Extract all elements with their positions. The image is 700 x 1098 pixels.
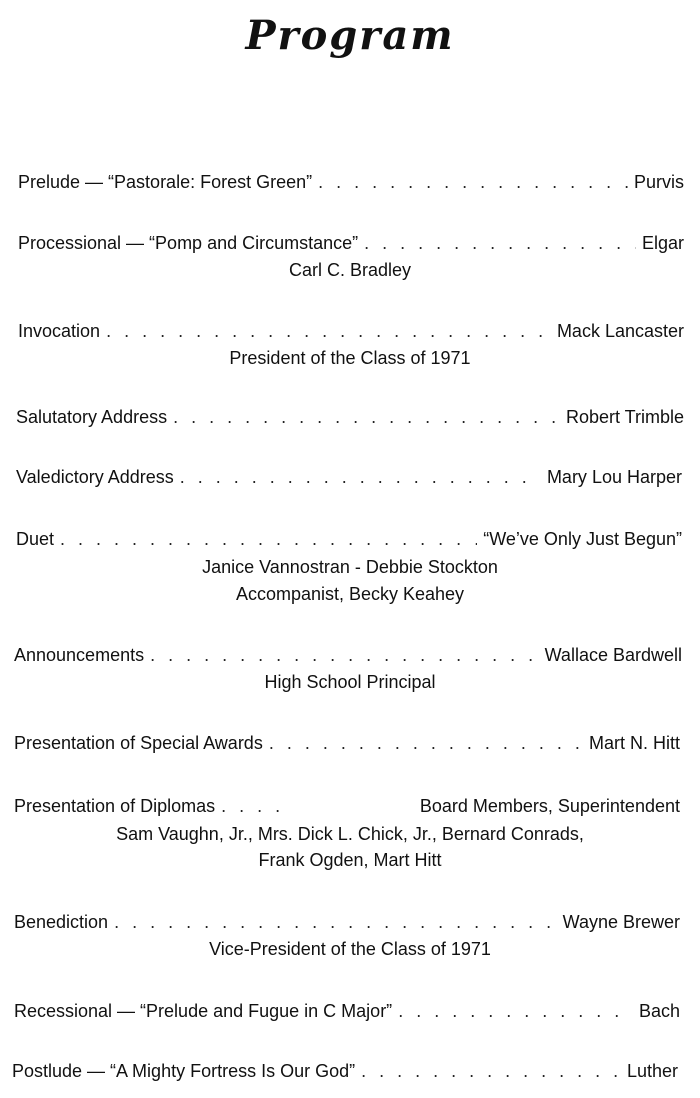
item-label: Processional — “Pomp and Circumstance”: [18, 233, 359, 253]
item-performer: Bach: [638, 1001, 680, 1021]
item-label: Announcements: [14, 645, 145, 665]
program-item-salutatory: [16, 406, 684, 428]
dot-leader: [173, 406, 560, 428]
dot-leader: [318, 171, 628, 193]
item-subline: Vice-President of the Class of 1971: [209, 939, 491, 959]
item-subline: President of the Class of 1971: [229, 348, 471, 368]
item-performer: Wayne Brewer: [562, 912, 680, 932]
item-performer: Mack Lancaster: [556, 321, 684, 341]
item-performer: “We’ve Only Just Begun”: [483, 529, 682, 549]
item-subline: High School Principal: [264, 672, 436, 692]
dot-leader: [364, 232, 636, 254]
item-subline: Janice Vannostran - Debbie Stockton: [202, 557, 498, 577]
item-label: Presentation of Special Awards: [14, 733, 263, 753]
program-item-prelude: [18, 171, 684, 193]
item-label: Recessional — “Prelude and Fugue in C Major”: [14, 1001, 393, 1021]
item-performer: Wallace Bardwell: [544, 645, 682, 665]
item-performer: Elgar: [641, 233, 684, 253]
item-performer: Luther: [626, 1061, 678, 1081]
item-label: Invocation: [18, 321, 101, 341]
item-label: Valedictory Address: [16, 467, 174, 487]
program-item-processional: [18, 232, 684, 254]
item-label: Presentation of Diplomas: [14, 796, 216, 816]
dot-leader: [398, 1000, 633, 1022]
program-item-postlude: [12, 1060, 678, 1082]
dot-leader: [221, 795, 291, 817]
item-label: Duet: [16, 529, 55, 549]
dot-leader: [114, 911, 557, 933]
program-item-diplomas: [14, 795, 680, 817]
item-label: Benediction: [14, 912, 109, 932]
item-label: Postlude — “A Mighty Fortress Is Our God”: [12, 1061, 356, 1081]
program-item-invocation: [18, 320, 684, 342]
item-performer: Purvis: [633, 172, 684, 192]
dot-leader: [150, 644, 539, 666]
program-title: Program: [245, 12, 455, 59]
program-item-valedictory: [16, 466, 682, 488]
item-label: Prelude — “Pastorale: Forest Green”: [18, 172, 313, 192]
dot-leader: [180, 466, 541, 488]
program-item-announcements: [14, 644, 682, 666]
item-label: Salutatory Address: [16, 407, 168, 427]
dot-leader: [60, 528, 477, 550]
item-subline: Carl C. Bradley: [288, 260, 412, 280]
dot-leader: [361, 1060, 621, 1082]
item-performer: Mary Lou Harper: [546, 467, 682, 487]
item-performer: Mart N. Hitt: [588, 733, 680, 753]
program-item-duet: [16, 528, 682, 550]
item-performer: Board Members, Superintendent: [419, 796, 680, 816]
program-item-special-awards: [14, 732, 680, 754]
item-performer: Robert Trimble: [565, 407, 684, 427]
item-subline: Frank Ogden, Mart Hitt: [258, 850, 442, 870]
item-subline: Accompanist, Becky Keahey: [235, 584, 465, 604]
item-subline: Sam Vaughn, Jr., Mrs. Dick L. Chick, Jr., Bernard Conrads,: [116, 824, 584, 844]
program-item-benediction: [14, 911, 680, 933]
dot-leader: [106, 320, 551, 342]
dot-leader: [269, 732, 583, 754]
program-item-recessional: [14, 1000, 680, 1022]
